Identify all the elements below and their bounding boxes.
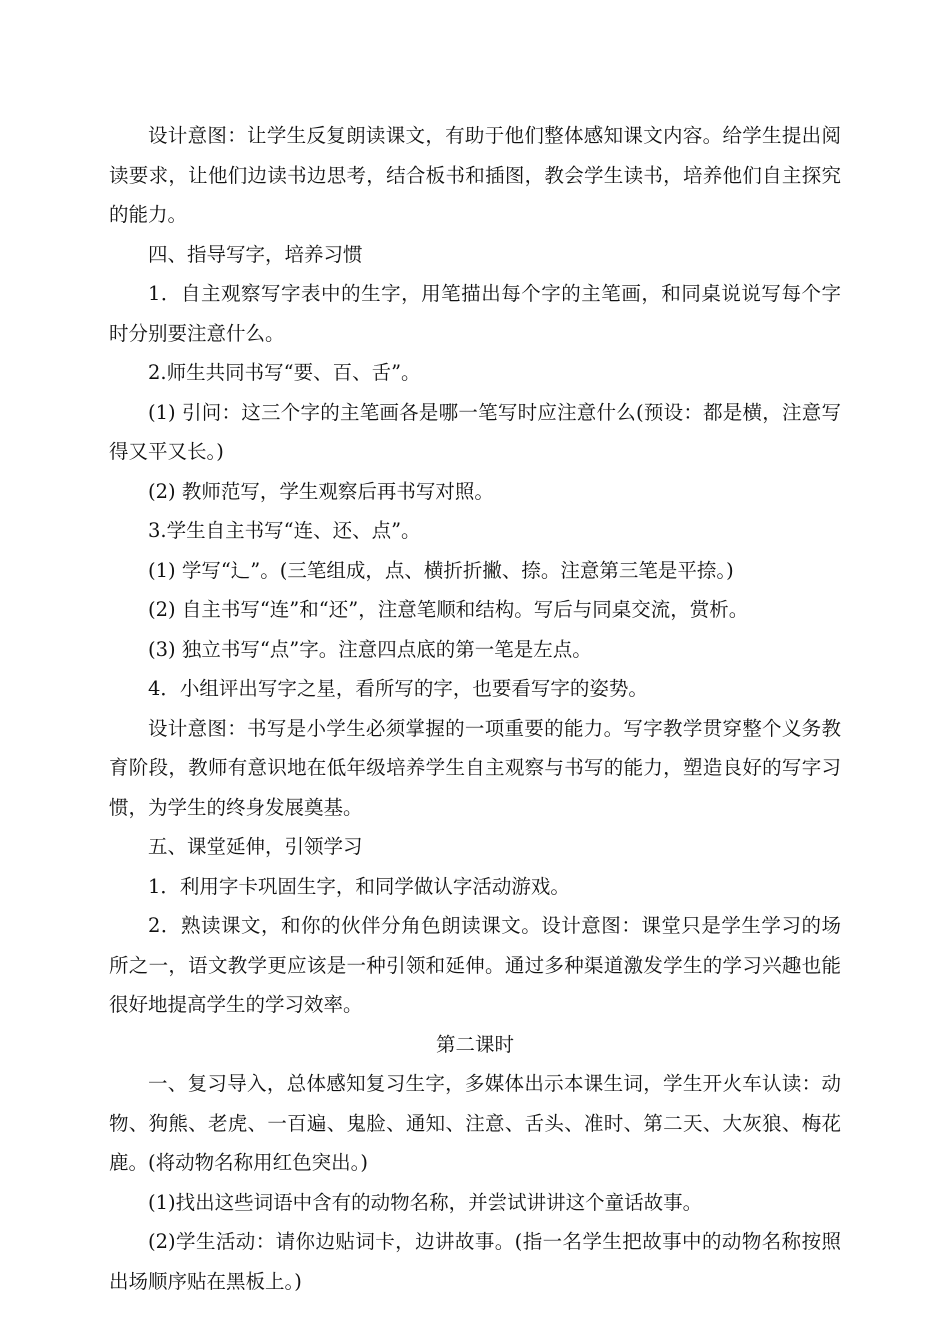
design-intent-paragraph: 设计意图：让学生反复朗读课文，有助于他们整体感知课文内容。给学生提出阅读要求，让他们边读书边思考，结合板书和插图，教会学生读书，培养他们自主探究的能力。	[109, 124, 841, 226]
step-paragraph: 2.师生共同书写“要、百、舌”。	[148, 361, 421, 384]
sub-step-paragraph: (1)找出这些词语中含有的动物名称，并尝试讲讲这个童话故事。	[148, 1190, 703, 1214]
document-page	[109, 116, 841, 1301]
step-paragraph: 2．熟读课文，和你的伙伴分角色朗读课文。设计意图：课堂只是学生学习的场所之一，语文教学更应该是一种引领和延伸。通过多种渠道激发学生的学习兴趣也能很好地提高学生的学习效率。	[109, 914, 841, 1016]
sub-step-paragraph: (1) 学写“辶”。(三笔组成，点、横折折撇、捺。注意第三笔是平捺。)	[148, 558, 734, 582]
sub-step-paragraph: (2) 教师范写，学生观察后再书写对照。	[148, 479, 494, 503]
sub-step-paragraph: (2) 自主书写“连”和“还”，注意笔顺和结构。写后与同桌交流，赏析。	[148, 598, 749, 621]
step-paragraph: 1．利用字卡巩固生字，和同学做认字活动游戏。	[148, 874, 570, 898]
sub-step-paragraph: (2)学生活动：请你边贴词卡，边讲故事。(指一名学生把故事中的动物名称按照出场顺序贴在黑板上。)	[109, 1230, 841, 1293]
lesson-title: 第二课时	[435, 1032, 514, 1056]
section-heading-writing: 四、指导写字，培养习惯	[148, 242, 363, 266]
section-heading-review: 一、复习导入，总体感知复习生字，多媒体出示本课生词，学生开火车认读：动物、狗熊、老虎、一百遍、鬼脸、通知、注意、舌头、准时、第二天、大灰狼、梅花鹿。(将动物名称用红色突出。)	[109, 1072, 841, 1174]
sub-step-paragraph: (3) 独立书写“点”字。注意四点底的第一笔是左点。	[148, 637, 592, 661]
design-intent-paragraph: 设计意图：书写是小学生必须掌握的一项重要的能力。写字教学贯穿整个义务教育阶段，教师有意识地在低年级培养学生自主观察与书写的能力，塑造良好的写字习惯，为学生的终身发展奠基。	[109, 716, 841, 819]
sub-step-paragraph: (1) 引问：这三个字的主笔画各是哪一笔写时应注意什么(预设：都是横，注意写得又平又长。)	[109, 400, 841, 463]
step-paragraph: 3.学生自主书写“连、还、点”。	[148, 519, 421, 542]
step-paragraph: 1．自主观察写字表中的生字，用笔描出每个字的主笔画，和同桌说说写每个字时分别要注意什么。	[109, 282, 841, 345]
step-paragraph: 4．小组评出写字之星，看所写的字，也要看写字的姿势。	[148, 677, 648, 700]
section-heading-extension: 五、课堂延伸，引领学习	[148, 835, 363, 858]
